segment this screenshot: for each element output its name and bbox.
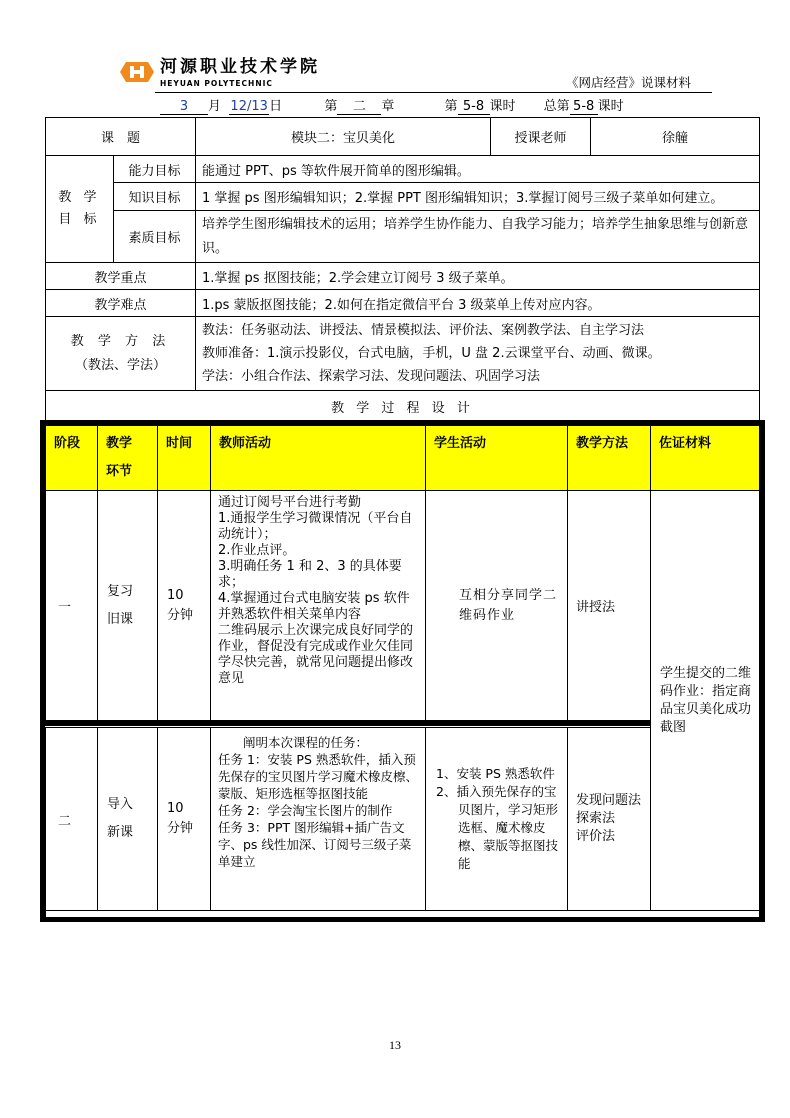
method-line: 教法：任务驱动法、讲授法、情景模拟法、评价法、案例教学法、自主学习法 <box>202 323 645 338</box>
header-rule <box>155 92 712 93</box>
row2-student-activity <box>425 727 568 911</box>
row1-section: 复习旧课 <box>97 490 158 721</box>
row1-teacher-activity: 通过订阅号平台进行考勤 1.通报学生学习微课情况（平台自动统计）； 2.作业点评。 3.明确任务 1 和 2、3 的具体要求； 4.掌握通过台式电脑安装 ps 软件并熟悉软件相关菜单内容 二维码展示上次课完成良好同学的作业，督促没有完成或作业欠佳同学尽快完善，就常见问题提出修改意见 <box>210 490 426 721</box>
chapter-prefix: 第 <box>324 99 338 114</box>
goals-label: 教 学 目 标 <box>45 155 114 263</box>
month: 3 <box>160 99 208 115</box>
method-line: 教师准备：1.演示投影仪，台式电脑，手机，U 盘 2.云课堂平台、动画、微课。 <box>202 346 661 361</box>
quality-goal: 培养学生图形编辑技术的运用；培养学生协作能力、自我学习能力；培养学生抽象思维与创新意识。 <box>195 210 760 263</box>
chapter-suffix: 章 <box>381 99 395 114</box>
row1-method: 讲授法 <box>567 490 651 721</box>
difficult-points: 1.ps 蒙版抠图技能；2.如何在指定微信平台 3 级菜单上传对应内容。 <box>195 289 760 317</box>
col-header-stage: 阶段 <box>45 425 98 491</box>
lesson-suffix: 课时 <box>489 99 516 114</box>
chapter: 二 <box>337 95 381 115</box>
page-number: 13 <box>389 1038 401 1052</box>
key-points: 1.掌握 ps 抠图技能；2.学会建立订阅号 3 级子菜单。 <box>195 262 760 290</box>
row2-stage: 二 <box>45 727 98 911</box>
row2-time: 10 分钟 <box>157 727 211 911</box>
col-header-method: 教学方法 <box>567 425 651 491</box>
key-label: 教学重点 <box>45 262 196 290</box>
day-label: 日 <box>269 99 283 114</box>
student-item: 2、插入预先保存的宝贝图片，学习矩形选框、魔术橡皮檫、蒙版等抠图技能 <box>436 784 559 871</box>
logo-icon <box>120 60 154 84</box>
process-title: 教 学 过 程 设 计 <box>45 390 760 422</box>
lesson-prefix: 第 <box>444 99 458 114</box>
evidence-materials: 学生提交的二维码作业：指定商品宝贝美化成功截图 <box>650 490 760 911</box>
school-name-cn: 河源职业技术学院 <box>160 57 320 77</box>
ability-label: 能力目标 <box>113 155 196 183</box>
day: 12/13 <box>230 99 268 114</box>
topic-label: 课 题 <box>45 117 196 156</box>
row2-method: 发现问题法 探索法 评价法 <box>567 727 651 911</box>
row2-teacher-activity: 阐明本次课程的任务： 任务 1：安装 PS 熟悉软件，插入预先保存的宝贝图片学习魔术橡皮檫、蒙版、矩形选框等抠图技能 任务 2：学会淘宝长图片的制作 任务 3：PPT 图形编辑+插广告文字、ps 线性加深、订阅号三级子菜单建立 <box>210 727 426 911</box>
col-header-section: 教学环节 <box>97 425 158 491</box>
row1-student-activity: 互相分享同学二维码作业 <box>425 490 568 721</box>
col-header-evidence: 佐证材料 <box>650 425 760 491</box>
row1-stage: 一 <box>45 490 98 721</box>
method-line: 学法：小组合作法、探索学习法、发现问题法、巩固学习法 <box>202 369 541 384</box>
doc-title: 《网店经营》说课材料 <box>566 75 692 90</box>
col-header-time: 时间 <box>157 425 211 491</box>
month-label: 月 <box>208 99 222 114</box>
topic-value: 模块二：宝贝美化 <box>195 117 491 156</box>
knowledge-label: 知识目标 <box>113 182 196 211</box>
total-prefix: 总第 <box>543 99 570 114</box>
difficult-label: 教学难点 <box>45 289 196 317</box>
ability-goal: 能通过 PPT、ps 等软件展开简单的图形编辑。 <box>195 155 760 183</box>
col-header-student: 学生活动 <box>425 425 568 491</box>
student-item: 1、安装 PS 熟悉软件 <box>436 766 555 781</box>
row1-time: 10 分钟 <box>157 490 211 721</box>
total: 5-8 <box>570 99 598 115</box>
school-logo <box>120 58 335 90</box>
date-line <box>160 95 624 115</box>
school-name-en: HEYUAN POLYTECHNIC <box>160 79 273 88</box>
row-separator <box>45 720 651 726</box>
lesson: 5-8 <box>458 99 490 115</box>
method-label-cell <box>45 316 196 391</box>
knowledge-goal: 1 掌握 ps 图形编辑知识；2.掌握 PPT 图形编辑知识；3.掌握订阅号三级子菜单如何建立。 <box>195 182 760 211</box>
total-suffix: 课时 <box>597 99 624 114</box>
method-label: 教 学 方 法 <box>70 333 171 349</box>
quality-label: 素质目标 <box>113 210 196 263</box>
method-content <box>195 316 760 391</box>
teacher-label: 授课老师 <box>490 117 591 156</box>
row2-section: 导入新课 <box>97 727 158 911</box>
method-sublabel: （教法、学法） <box>74 357 166 373</box>
teacher-name: 徐艟 <box>590 117 760 156</box>
process-table-bottom <box>45 910 760 918</box>
col-header-teacher: 教师活动 <box>210 425 426 491</box>
